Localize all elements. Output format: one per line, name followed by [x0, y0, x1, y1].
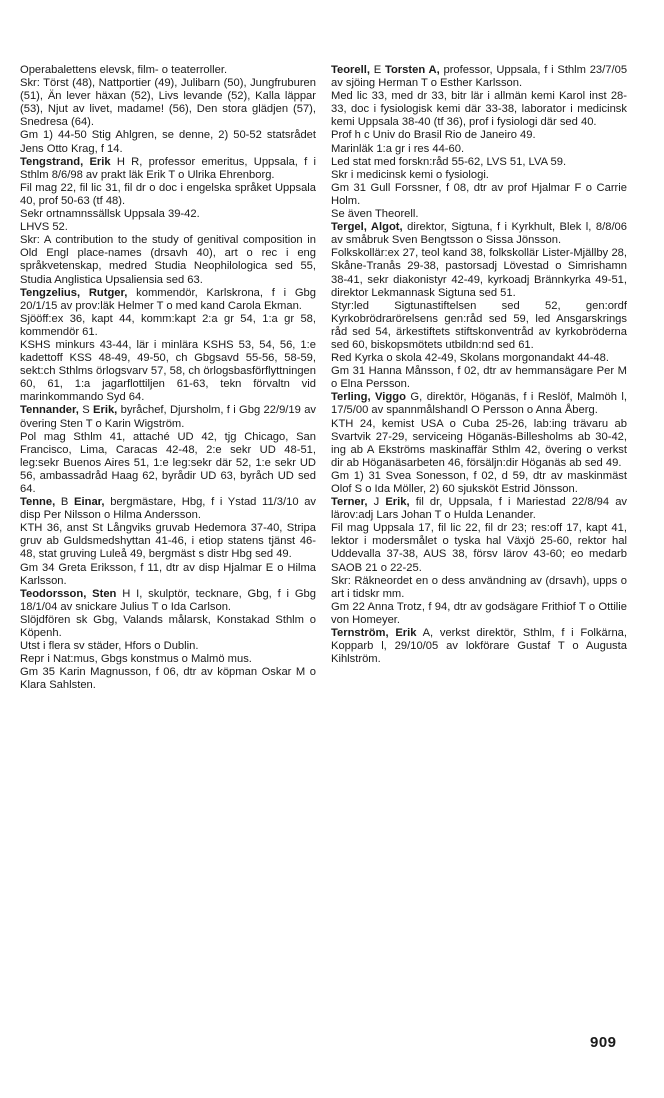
- page-number: 909: [590, 1034, 617, 1051]
- entry-text: Repr i Nat:mus, Gbgs konstmus o Malmö mus.: [20, 653, 252, 666]
- right-column: [331, 64, 627, 666]
- entry-paragraph: [331, 300, 627, 352]
- entry-paragraph: [20, 666, 316, 692]
- entry-text: KSHS minkurs 43-44, lär i minlära KSHS 53, 54, 56, 1:e kadettoff KSS 48-49, 49-50, ch Gbgsavd 55-56, 58-59, sekt:ch Sthlms örlogsvarv 57, 58, ch örlogsbasförflyttningen 60, 61, 1:a jagarflottiljen 61-63, tekn förvaltn vid marinkommando Syd 64.: [20, 338, 316, 404]
- entry-text: byråchef, Djursholm, f i Gbg 22/9/19 av övering Sten T o Karin Wigström.: [20, 404, 317, 430]
- entry-text: A, verkst direktör, Sthlm, f i Folkärna, Kopparb l, 29/10/05 av lokförare Gustaf T o Augusta Kihlström.: [331, 627, 627, 666]
- biography-entry: [331, 496, 627, 627]
- entry-text: Sjööff:ex 36, kapt 44, komm:kapt 2:a gr 54, 1:a gr 58, kommendör 61.: [20, 312, 316, 338]
- entry-paragraph: [20, 640, 316, 653]
- entry-paragraph: [331, 208, 627, 221]
- entry-paragraph: [20, 562, 316, 588]
- entry-text: Gm 34 Greta Eriksson, f 11, dtr av disp Hjalmar E o Hilma Karlsson.: [20, 561, 316, 587]
- entry-text: H R, professor emeritus, Uppsala, f i Sthlm 8/6/98 av prakt läk Erik T o Ulrika Ehrenborg.: [20, 155, 316, 181]
- entry-text: direktor, Sigtuna, f i Kyrkhult, Blek l, 8/8/06 av småbruk Sven Bengtsson o Sissa Jönsson.: [331, 221, 628, 247]
- entry-text: bergmästare, Hbg, f i Ystad 11/3/10 av disp Per Nilsson o Hilma Andersson.: [20, 496, 317, 522]
- entry-text: LHVS 52.: [20, 221, 68, 234]
- entry-paragraph: [331, 221, 627, 247]
- entry-text: Sekr ortnamnssällsk Uppsala 39-42.: [20, 208, 200, 221]
- entry-name: Tenne,: [20, 496, 56, 509]
- biography-entry: [331, 64, 627, 221]
- entry-paragraph: [20, 64, 316, 77]
- entry-text: Operabalettens elevsk, film- o teaterroller.: [20, 64, 228, 76]
- entry-paragraph: [20, 182, 316, 208]
- biography-entry: [331, 391, 627, 496]
- entry-paragraph: [331, 143, 627, 156]
- entry-name: Tengzelius, Rutger,: [20, 286, 128, 299]
- entry-paragraph: [331, 64, 627, 90]
- entry-text: Gm 1) 31 Svea Sonesson, f 02, d 59, dtr av maskinmäst Olof S o Ida Möller, 2) 60 sjuksköt Estrid Jönsson.: [331, 469, 627, 495]
- entry-text: H I, skulptör, tecknare, Gbg, f i Gbg 18/1/04 av snickare Julius T o Ida Carlson.: [20, 587, 317, 613]
- entry-text: G, direktör, Höganäs, f i Reslöf, Malmöh l, 17/5/00 av spannmålshandl O Persson o Anna Åberg.: [331, 391, 627, 417]
- entry-paragraph: [331, 156, 627, 169]
- entry-text: Folkskollär:ex 27, teol kand 38, folkskollär Lister-Mjällby 28, Skåne-Tranås 29-38, pastorsadj Lövestad o Simrishamn 38-41, sekr diakonistyr 42-49, kyrkoadj Brännkyrka 49-51, direktor Lekmannask Sigtuna sed 51.: [331, 247, 627, 299]
- entry-paragraph: [331, 182, 627, 208]
- entry-text: Fil mag Uppsala 17, fil lic 22, fil dr 23; res:off 17, kapt 41, lektor i modersmålet o tyska hal Växjö 25-60, rektor hal Uddevalla 37-38, AUS 38, försv lärov 43-60; eo medarb SAOB 21 o 22-25.: [331, 522, 627, 574]
- biography-entry: [20, 588, 316, 693]
- biography-entry: [20, 64, 316, 156]
- biography-entry: [20, 404, 316, 496]
- entry-paragraph: [20, 129, 316, 155]
- entry-paragraph: [20, 208, 316, 221]
- biography-entry: [20, 287, 316, 405]
- entry-text: Red Kyrka o skola 42-49, Skolans morgonandakt 44-48.: [331, 352, 609, 365]
- entry-given-name: Einar,: [74, 496, 105, 509]
- entry-initial: J: [373, 496, 380, 509]
- entry-paragraph: [331, 247, 627, 299]
- biography-entry: [20, 496, 316, 588]
- entry-text: KTH 24, kemist USA o Cuba 25-26, lab:ing trävaru ab Svartvik 27-29, serviceing Höganäs-Billesholms ab 30-42, ing ab A Ekströms maskinaffär Sthlm 42, övering o verkst dir ab Höganäsarbeten 46, försäljn:dir Höganäs ab sed 49.: [331, 417, 627, 469]
- entry-text: professor, Uppsala, f i Sthlm 23/7/05 av sjöing Herman T o Esther Karlsson.: [331, 64, 628, 90]
- entry-name: Teodorsson, Sten: [20, 587, 117, 600]
- entry-text: Styr:led Sigtunastiftelsen sed 52, gen:ordf Kyrkobrödrarörelsens gen:råd sed 59, led Ansgarskrings råd sed 54, ärkestiftets stiftskonventråd av kyrkobröderna sed 60, biskopsmötets utbildn:nd sed 61.: [331, 299, 627, 351]
- entry-paragraph: [331, 129, 627, 142]
- entry-text: Skr i medicinsk kemi o fysiologi.: [331, 168, 489, 181]
- entry-paragraph: [331, 391, 627, 417]
- entry-paragraph: [20, 496, 316, 522]
- entry-text: Gm 31 Hanna Månsson, f 02, dtr av hemmansägare Per M o Elna Persson.: [331, 365, 627, 391]
- entry-text: Med lic 33, med dr 33, bitr lär i allmän kemi Karol inst 28-33, doc i fysiologisk kemi där 33-38, laborator i medicinsk kemi Uppsala 38-40 (tf 36), prof i fysiologi där sed 40.: [331, 90, 627, 129]
- entry-text: Utst i flera sv städer, Hfors o Dublin.: [20, 640, 199, 653]
- entry-paragraph: [331, 352, 627, 365]
- entry-name: Tennander,: [20, 404, 79, 417]
- biography-entry: [331, 221, 627, 391]
- entry-paragraph: [20, 431, 316, 496]
- entry-text: Gm 22 Anna Trotz, f 94, dtr av godsägare Frithiof T o Ottilie von Homeyer.: [331, 600, 627, 626]
- entry-given-name: Torsten A,: [384, 64, 440, 76]
- entry-text: kommendör, Karlskrona, f i Gbg 20/1/15 av prov:läk Helmer T o med kand Carola Ekman.: [20, 286, 316, 312]
- entry-paragraph: [331, 601, 627, 627]
- entry-text: fil dr, Uppsala, f i Mariestad 22/8/94 av lärov:adj Lars Johan T o Hulda Lenander.: [331, 496, 628, 522]
- entry-paragraph: [331, 365, 627, 391]
- entry-name: Tengstrand, Erik: [20, 155, 111, 168]
- entry-paragraph: [20, 404, 316, 430]
- entry-paragraph: [331, 90, 627, 129]
- entry-text: Marinläk 1:a gr i res 44-60.: [331, 142, 465, 155]
- entry-name: Tergel, Algot,: [331, 221, 403, 234]
- entry-initial: S: [82, 404, 90, 417]
- entry-text: Gm 35 Karin Magnusson, f 06, dtr av köpman Oskar M o Klara Sahlsten.: [20, 666, 316, 692]
- entry-given-name: Erik,: [93, 404, 118, 417]
- entry-name: Terling, Viggo: [331, 391, 406, 404]
- entry-paragraph: [20, 339, 316, 404]
- entry-text: Pol mag Sthlm 41, attaché UD 42, tjg Chicago, San Francisco, Lima, Caracas 42-48, 2:e sekr UD 48-51, leg:sekr Buenos Aires 51, 1:e leg:sekr där 52, 1:e sekr UD 56, ambassadråd Haag 62, byrådir UD 63, byråch UD sed 64.: [20, 430, 316, 495]
- entry-text: Skr: A contribution to the study of genitival composition in Old Engl place-names (drsavh 40), art o rec i eng språkvetenskap, medred Studia Neophilologica sed 55, Studia Anglistica Upsaliensia sed 63.: [20, 234, 316, 286]
- entry-paragraph: [331, 169, 627, 182]
- entry-name: Teorell,: [331, 64, 370, 76]
- entry-paragraph: [20, 653, 316, 666]
- entry-text: Se även Theorell.: [331, 208, 419, 221]
- entry-paragraph: [20, 522, 316, 561]
- entry-text: Slöjdfören sk Gbg, Valands målarsk, Konstakad Sthlm o Köpenh.: [20, 613, 316, 640]
- entry-paragraph: [331, 627, 627, 666]
- entry-paragraph: [331, 470, 627, 496]
- entry-text: Gm 1) 44-50 Stig Ahlgren, se denne, 2) 50-52 statsrådet Jens Otto Krag, f 14.: [20, 129, 316, 155]
- entry-text: Fil mag 22, fil lic 31, fil dr o doc i engelska språket Uppsala 40, prof 50-63 (tf 48).: [20, 181, 316, 207]
- entry-paragraph: [331, 496, 627, 522]
- entry-text: Skr: Räkneordet en o dess användning av (drsavh), upps o art i tidskr mm.: [331, 574, 627, 600]
- entry-text: Skr: Törst (48), Nattportier (49), Julibarn (50), Jungfruburen (51), Än lever häxan (52), Livs levande (52), Kalla läppar (53), Njut av livet, madame! (56), Den stora glädjen (57), Snedresa (64).: [20, 77, 316, 129]
- entry-paragraph: [20, 156, 316, 182]
- entry-paragraph: [331, 575, 627, 601]
- entry-paragraph: [20, 234, 316, 286]
- entry-paragraph: [20, 588, 316, 614]
- entry-paragraph: [20, 221, 316, 234]
- entry-text: KTH 36, anst St Långviks gruvab Hedemora 37-40, Stripa gruv ab Guldsmedshyttan 41-46, i etiop statens tjänst 46-48, stat gruving Luleå 49, bergmäst s distr Hbg sed 49.: [20, 522, 316, 561]
- entry-name: Terner,: [331, 496, 368, 509]
- entry-initial: E: [373, 64, 382, 76]
- entry-paragraph: [20, 77, 316, 129]
- entry-text: Gm 31 Gull Forssner, f 08, dtr av prof Hjalmar F o Carrie Holm.: [331, 181, 627, 207]
- entry-text: Prof h c Univ do Brasil Rio de Janeiro 49.: [331, 129, 536, 142]
- entry-paragraph: [331, 522, 627, 574]
- entry-initial: B: [60, 496, 69, 509]
- entry-paragraph: [20, 614, 316, 640]
- left-column: [20, 64, 316, 693]
- entry-paragraph: [20, 313, 316, 339]
- entry-paragraph: [20, 287, 316, 313]
- biography-entry: [20, 156, 316, 287]
- entry-name: Ternström, Erik: [331, 627, 417, 640]
- entry-text: Led stat med forskn:råd 55-62, LVS 51, LVA 59.: [331, 155, 567, 168]
- entry-paragraph: [331, 418, 627, 470]
- entry-given-name: Erik,: [385, 496, 410, 509]
- biography-entry: [331, 627, 627, 666]
